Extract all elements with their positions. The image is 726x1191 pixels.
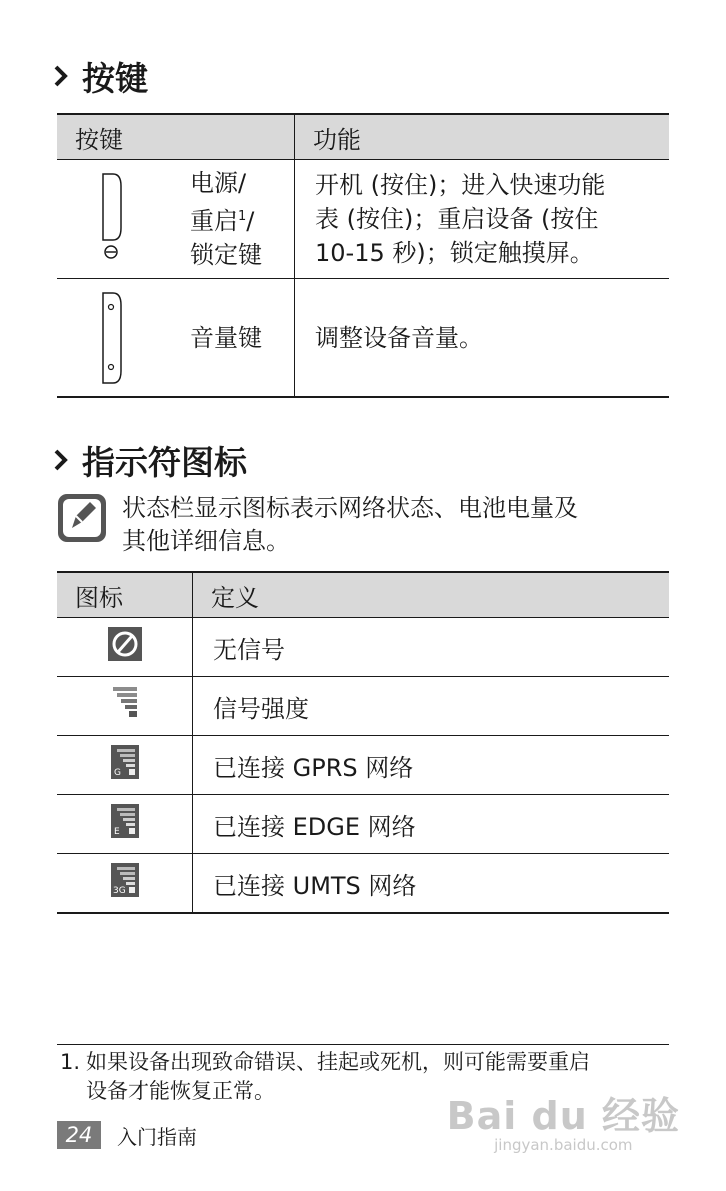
icons-header-icon: 图标 <box>57 572 193 618</box>
signal-strength-icon <box>111 685 139 721</box>
footnote-number: 1. <box>60 1050 81 1074</box>
note-block <box>56 492 666 558</box>
network-badge: G <box>113 768 121 778</box>
table-row <box>57 854 669 914</box>
definition-text: 已连接 GPRS 网络 <box>193 736 670 795</box>
keys-header-key: 按键 <box>57 114 295 160</box>
keys-table <box>57 113 669 398</box>
section-title-text: 指示符图标 <box>82 442 247 482</box>
page-number: 24 <box>57 1121 101 1149</box>
baidu-watermark-logo: Bai du 经验 jingyan.baidu.com <box>446 1094 680 1154</box>
no-signal-icon <box>108 627 142 661</box>
icons-header-definition: 定义 <box>193 572 670 618</box>
footer-section-name: 入门指南 <box>117 1124 197 1149</box>
table-row <box>57 795 669 854</box>
key-name-volume: 音量键 <box>190 323 262 352</box>
footnote-ref: 1 <box>238 209 247 224</box>
note-text: 状态栏显示图标表示网络状态、电池电量及 其他详细信息。 <box>122 494 578 555</box>
umts-icon <box>111 863 139 897</box>
definition-text: 已连接 UMTS 网络 <box>193 854 670 914</box>
note-pencil-icon <box>56 492 108 544</box>
definition-text: 信号强度 <box>193 677 670 736</box>
volume-key-illustration-icon <box>99 291 129 387</box>
section-title-text: 按键 <box>82 58 148 98</box>
network-badge: E <box>113 827 120 837</box>
footnote: 1. 如果设备出现致命错误、挂起或死机，则可能需要重启 设备才能恢复正常。 <box>60 1050 590 1103</box>
footnote-divider <box>57 1044 669 1045</box>
table-row <box>57 279 669 398</box>
definition-text: 无信号 <box>193 618 670 677</box>
edge-icon <box>111 804 139 838</box>
network-badge: 3G <box>112 886 126 896</box>
key-name-power: 电源/ 重启$^1$/ 锁定键 <box>190 169 262 269</box>
key-function-volume: 调整设备音量。 <box>295 279 670 398</box>
keys-header-function: 功能 <box>295 114 670 160</box>
table-row <box>57 618 669 677</box>
table-row <box>57 160 669 279</box>
chevron-right-icon <box>54 449 68 471</box>
chevron-right-icon <box>54 65 68 87</box>
section-title-keys <box>54 56 148 96</box>
gprs-icon <box>111 745 139 779</box>
definition-text: 已连接 EDGE 网络 <box>193 795 670 854</box>
table-row <box>57 677 669 736</box>
indicator-icons-table <box>57 571 669 914</box>
section-title-indicators <box>54 440 247 480</box>
page-footer <box>57 1121 197 1149</box>
key-function-power: 开机 (按住)；进入快速功能 表 (按住)；重启设备 (按住 10-15 秒)；锁定触摸屏。 <box>295 160 670 279</box>
power-key-illustration-icon <box>99 172 129 262</box>
table-row <box>57 736 669 795</box>
